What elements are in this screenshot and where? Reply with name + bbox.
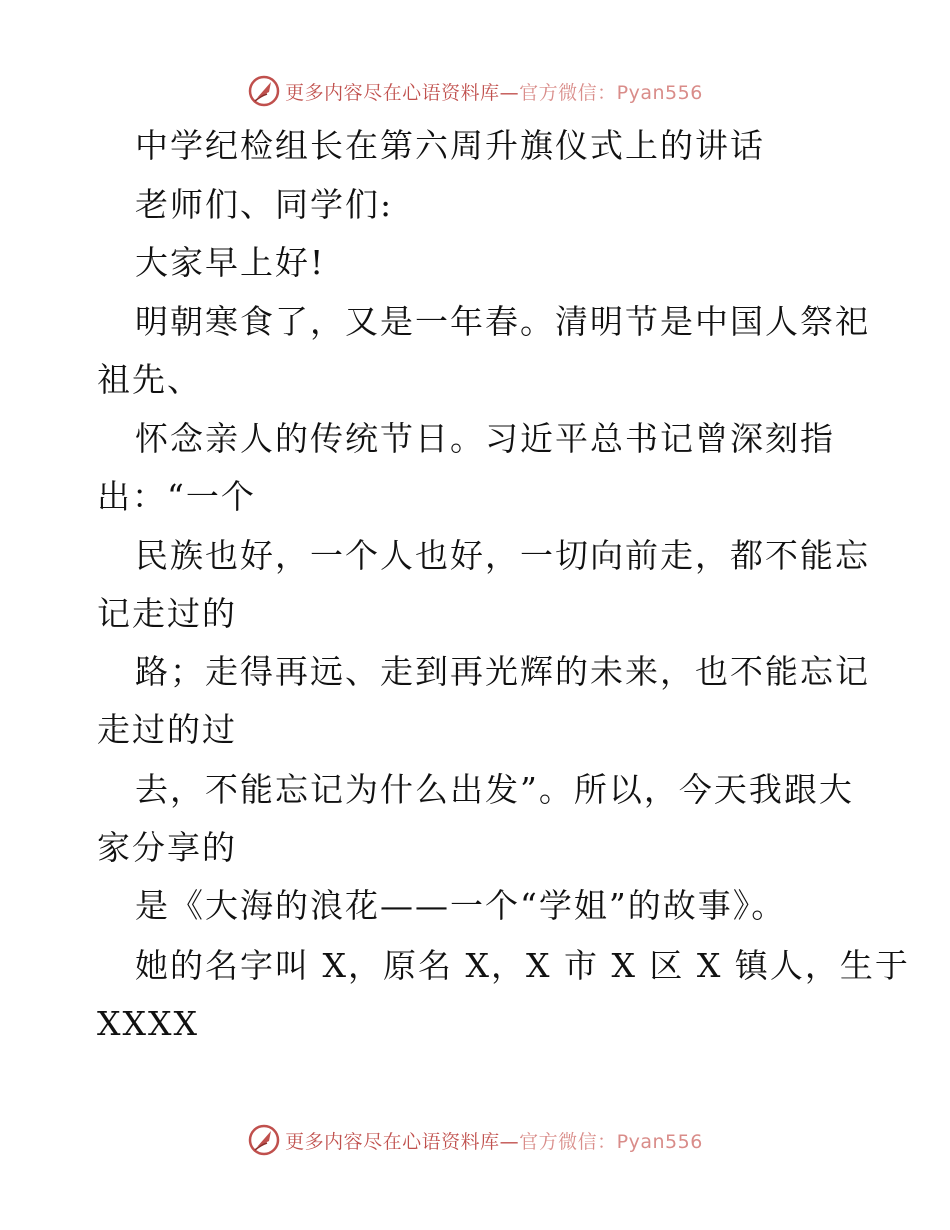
paragraph-line: XXXX xyxy=(97,1004,199,1043)
paragraph-line: 去，不能忘记为什么出发”。所以，今天我跟大 xyxy=(135,770,854,809)
paragraph-line: 明朝寒食了，又是一年春。清明节是中国人祭祀 xyxy=(135,302,870,341)
watermark-separator: — xyxy=(499,81,520,104)
paragraph-line: 出：“一个 xyxy=(97,477,256,516)
watermark-text xyxy=(285,1127,703,1154)
salutation: 老师们、同学们: xyxy=(135,185,394,224)
greeting: 大家早上好! xyxy=(135,243,326,282)
quill-logo-icon xyxy=(247,1123,281,1157)
paragraph-line: 是《大海的浪花——一个“学姐”的故事》。 xyxy=(135,886,787,925)
watermark-wechat: 官方微信：Pyan556 xyxy=(519,81,703,104)
paragraph-line: 路；走得再远、走到再光辉的未来，也不能忘记 xyxy=(135,652,870,691)
watermark-wechat: 官方微信：Pyan556 xyxy=(519,1130,703,1153)
document-title: 中学纪检组长在第六周升旗仪式上的讲话 xyxy=(135,126,765,165)
paragraph-line: 祖先、 xyxy=(97,360,202,399)
paragraph-line: 她的名字叫 X，原名 X，X 市 X 区 X 镇人，生于 xyxy=(135,946,910,985)
paragraph-line: 走过的过 xyxy=(97,710,237,749)
paragraph-line: 怀念亲人的传统节日。习近平总书记曾深刻指 xyxy=(135,419,835,458)
watermark-main: 更多内容尽在心语资料库 xyxy=(285,81,500,104)
paragraph-line: 民族也好，一个人也好，一切向前走，都不能忘 xyxy=(135,536,870,575)
paragraph-line: 记走过的 xyxy=(97,594,237,633)
watermark-separator: — xyxy=(499,1130,520,1153)
watermark-main: 更多内容尽在心语资料库 xyxy=(285,1130,500,1153)
paragraph-line: 家分享的 xyxy=(97,828,237,867)
footer-watermark xyxy=(0,1120,950,1160)
